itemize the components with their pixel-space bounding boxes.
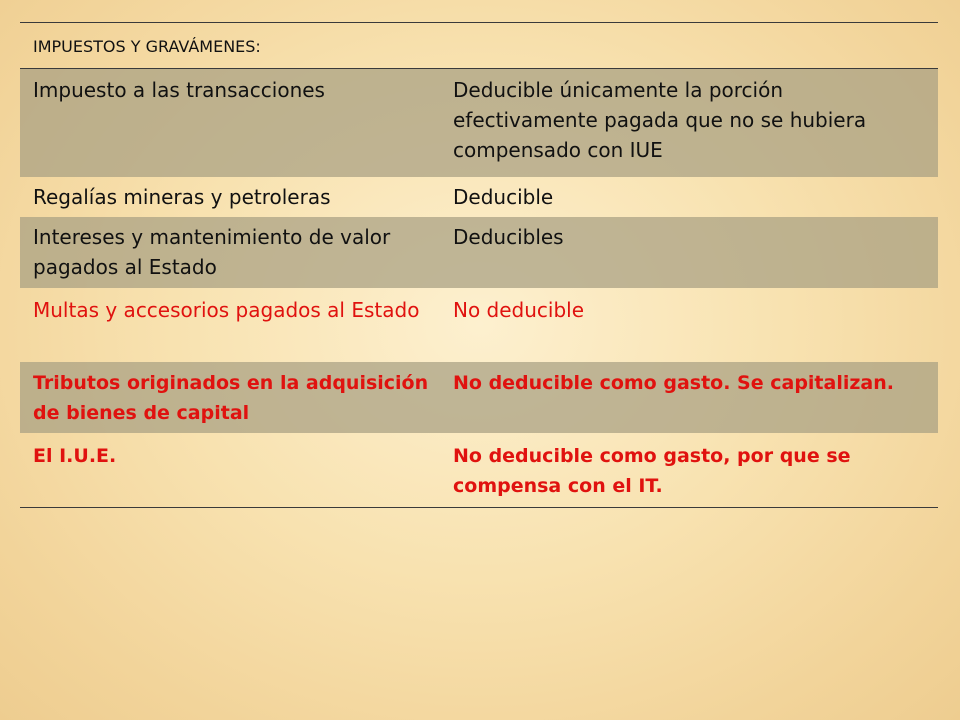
section-title: IMPUESTOS Y GRAVÁMENES: — [33, 37, 261, 56]
treatment-cell: No deducible como gasto. Se capitalizan. — [453, 372, 894, 394]
table-row — [20, 433, 938, 507]
table-row — [20, 217, 938, 288]
concept-cell: Impuesto a las transacciones — [33, 78, 325, 102]
concept-cell: El I.U.E. — [33, 445, 117, 467]
table-row — [20, 69, 938, 177]
deductions-table — [20, 22, 938, 508]
treatment-cell: No deducible — [453, 298, 585, 322]
treatment-cell: Deducible — [453, 185, 554, 209]
table-row — [20, 362, 938, 433]
table-header-row — [20, 23, 938, 69]
concept-cell: Tributos originados en la adquisición de bienes de capital — [33, 372, 429, 424]
concept-cell: Regalías mineras y petroleras — [33, 185, 331, 209]
concept-cell: Multas y accesorios pagados al Estado — [33, 298, 420, 322]
treatment-cell: Deducible únicamente la porción efectivamente pagada que no se hubiera compensado con IUE — [453, 78, 867, 162]
concept-cell: Intereses y mantenimiento de valor pagados al Estado — [33, 225, 391, 279]
treatment-cell: Deducibles — [453, 225, 564, 249]
table-row — [20, 288, 938, 362]
table-row — [20, 177, 938, 217]
treatment-cell: No deducible como gasto, por que se compensa con el IT. — [453, 445, 851, 497]
